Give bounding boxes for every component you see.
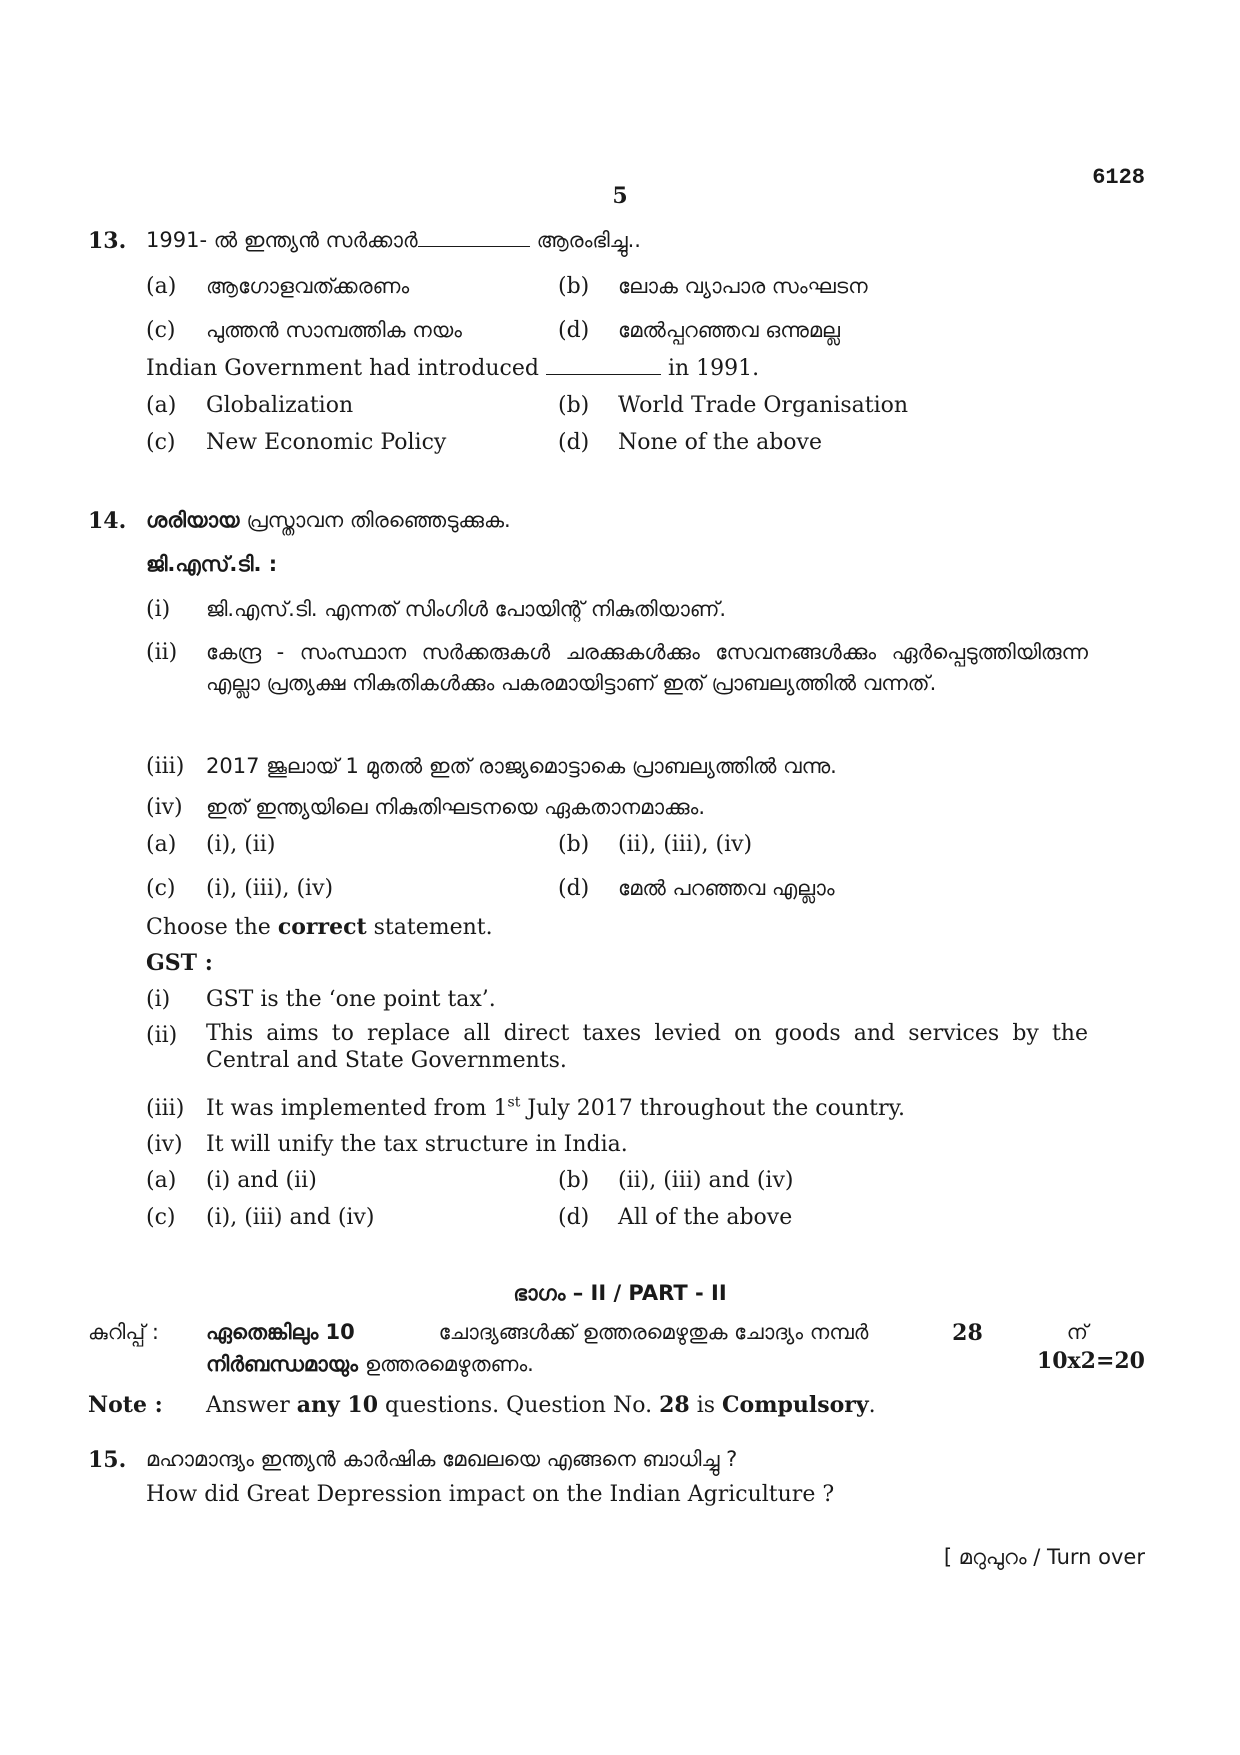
q14-ml-subhead: ജി.എസ്.ടി. : [146, 552, 278, 576]
question-13-ml-stem [146, 228, 641, 253]
ml-note-line-2 [206, 1352, 534, 1377]
q14-en-subhead: GST : [146, 950, 213, 976]
q13-ml-option-a: ആഗോളവത്ക്കരണം [206, 274, 410, 298]
q13-ml-option-b: ലോക വ്യാപാര സംഘടന [618, 274, 868, 298]
q14-en-option-b: (ii), (iii) and (iv) [618, 1168, 794, 1193]
en-note-qno: 28 [659, 1392, 690, 1418]
q13-ml-option-b-label: (b) [558, 274, 590, 299]
marks-allocation: 10x2=20 [1036, 1348, 1145, 1374]
en-note-mid: questions. Question No. [385, 1393, 653, 1418]
question-14-number: 14. [88, 508, 127, 534]
q13-en-option-c: New Economic Policy [206, 430, 447, 455]
q14-ml-statement-iii: 2017 ജൂലായ് 1 മുതൽ ഇത് രാജ്യമൊട്ടാകെ പ്രാബല്യത്തിൽ വന്നു. [206, 754, 837, 778]
q14-ml-statement-iv: ഇത് ഇന്ത്യയിലെ നികുതിഘടനയെ ഏകതാനമാക്കും. [206, 795, 705, 819]
question-13-number: 13. [88, 228, 127, 254]
turn-over-text: [ മറുപുറം / Turn over [943, 1545, 1145, 1569]
page-number: 5 [612, 183, 628, 209]
q14-ml-statement-i: ജി.എസ്.ടി. എന്നത് സിംഗിൾ പോയിന്റ് നികുതിയാണ്. [206, 597, 727, 621]
q14-en-statement-ii: This aims to replace all direct taxes levied on goods and services by the Central and State Governments. [206, 1021, 1088, 1073]
q13-ml-option-d-label: (d) [558, 318, 590, 343]
q14-ml-bold: ശരിയായ [146, 508, 240, 532]
q14-ml-option-d-label: (d) [558, 876, 590, 901]
q14-ml-option-a: (i), (ii) [206, 832, 276, 857]
question-15-en-text: How did Great Depression impact on the Indian Agriculture ? [146, 1482, 835, 1507]
q13-ml-option-c: പുത്തൻ സാമ്പത്തിക നയം [206, 318, 462, 342]
ml-note-label: കുറിപ്പ് : [88, 1320, 159, 1344]
q13-en-before: Indian Government had introduced [146, 356, 539, 381]
q14-en-iii-after: July 2017 throughout the country. [520, 1096, 906, 1121]
q14-ml-option-b: (ii), (iii), (iv) [618, 832, 753, 857]
q14-en-bold: correct [277, 914, 367, 940]
ml-note-number: 28 [952, 1320, 983, 1346]
q14-ml-option-b-label: (b) [558, 832, 590, 857]
ml-note-line-1 [206, 1320, 1088, 1346]
en-note-is: is [696, 1393, 716, 1418]
q14-en-option-a: (i) and (ii) [206, 1168, 317, 1193]
q13-en-option-b-label: (b) [558, 393, 590, 418]
q14-en-statement-iv-label: (iv) [146, 1132, 183, 1157]
turn-over-note [944, 1545, 1145, 1570]
q14-en-option-c: (i), (iii) and (iv) [206, 1205, 375, 1230]
q14-ml-statement-iv-label: (iv) [146, 795, 183, 820]
ml-note-rest: ചോദ്യങ്ങൾക്ക് ഉത്തരമെഴുതുക ചോദ്യം നമ്പർ [438, 1320, 869, 1344]
question-13-en-stem [146, 356, 759, 381]
q14-ml-option-c-label: (c) [146, 876, 176, 901]
q14-en-statement-iv: It will unify the tax structure in India. [206, 1132, 628, 1157]
ml-note-bold: ഏതെങ്കിലും 10 [206, 1320, 355, 1344]
q13-en-option-a: Globalization [206, 393, 354, 418]
q13-ml-after: ആരംഭിച്ചു.. [536, 228, 641, 252]
q14-ml-option-c: (i), (iii), (iv) [206, 876, 334, 901]
q14-ml-statement-iii-label: (iii) [146, 754, 185, 779]
ml-note-end: ന് [1066, 1320, 1088, 1344]
q13-en-option-a-label: (a) [146, 393, 177, 418]
q14-ml-statement-ii-label: (ii) [146, 640, 178, 665]
q14-en-statement-i-label: (i) [146, 987, 171, 1012]
q14-en-statement: statement. [373, 915, 493, 940]
q14-en-option-b-label: (b) [558, 1168, 590, 1193]
question-15-number: 15. [88, 1447, 127, 1473]
q13-ml-before: 1991- ൽ ഇന്ത്യൻ സർക്കാർ [146, 228, 418, 252]
part-2-heading [0, 1280, 1240, 1306]
q13-ml-option-c-label: (c) [146, 318, 176, 343]
q13-en-after: in 1991. [667, 356, 760, 381]
en-note-text [206, 1392, 876, 1418]
q13-en-option-c-label: (c) [146, 430, 176, 455]
q14-en-choose: Choose the [146, 915, 271, 940]
question-15-ml-text: മഹാമാന്ദ്യം ഇന്ത്യൻ കാർഷിക മേഖലയെ എങ്ങനെ ബാധിച്ചു ? [146, 1447, 738, 1471]
ml-note-compulsory: നിർബന്ധമായും [206, 1352, 358, 1376]
q14-en-stem [146, 914, 493, 940]
ml-note-line-2-rest: ഉത്തരമെഴുതണം. [364, 1352, 534, 1376]
q14-en-statement-iii-label: (iii) [146, 1096, 185, 1121]
q14-en-iii-sup: st [507, 1094, 521, 1111]
en-note-label: Note : [88, 1392, 163, 1418]
q14-en-statement-ii-label: (ii) [146, 1023, 178, 1048]
q13-en-option-b: World Trade Organisation [618, 393, 909, 418]
q14-en-option-a-label: (a) [146, 1168, 177, 1193]
q14-en-statement-i: GST is the ‘one point tax’. [206, 987, 496, 1012]
en-note-end: . [868, 1393, 876, 1418]
answer-blank [546, 356, 661, 375]
q14-ml-statement-i-label: (i) [146, 597, 171, 622]
q14-en-option-d-label: (d) [558, 1205, 590, 1230]
en-note-pre: Answer [206, 1393, 290, 1418]
q13-en-option-d: None of the above [618, 430, 822, 455]
q14-ml-statement-ii: കേന്ദ്ര - സംസ്ഥാന സർക്കരുകൾ ചരക്കുകൾക്കും സേവനങ്ങൾക്കും ഏർപ്പെടുത്തിയിരുന്ന എല്ലാ പ്രത്യക്ഷ നികുതികൾക്കും പകരമായിട്ടാണ് ഇത് പ്രാബല്യത്തിൽ വന്നത്. [206, 640, 1088, 695]
q13-en-option-d-label: (d) [558, 430, 590, 455]
answer-blank [418, 228, 530, 247]
q14-en-statement-iii [206, 1096, 905, 1121]
en-note-compulsory: Compulsory [722, 1392, 869, 1418]
en-note-any: any 10 [296, 1392, 379, 1418]
q14-en-option-c-label: (c) [146, 1205, 176, 1230]
question-14-ml-stem [146, 508, 511, 533]
q14-en-iii-before: It was implemented from 1 [206, 1096, 508, 1121]
q13-ml-option-a-label: (a) [146, 274, 177, 299]
q13-ml-option-d: മേൽപ്പറഞ്ഞവ ഒന്നുമല്ല [618, 318, 840, 342]
paper-code: 6128 [1092, 165, 1145, 190]
part-2-heading-text: ഭാഗം – II / PART - II [513, 1281, 727, 1305]
q14-ml-option-a-label: (a) [146, 832, 177, 857]
q14-ml-option-d: മേൽ പറഞ്ഞവ എല്ലാം [618, 876, 835, 900]
q14-en-option-d: All of the above [618, 1205, 793, 1230]
q14-ml-rest: പ്രസ്താവന തിരഞ്ഞെടുക്കുക. [246, 508, 511, 532]
